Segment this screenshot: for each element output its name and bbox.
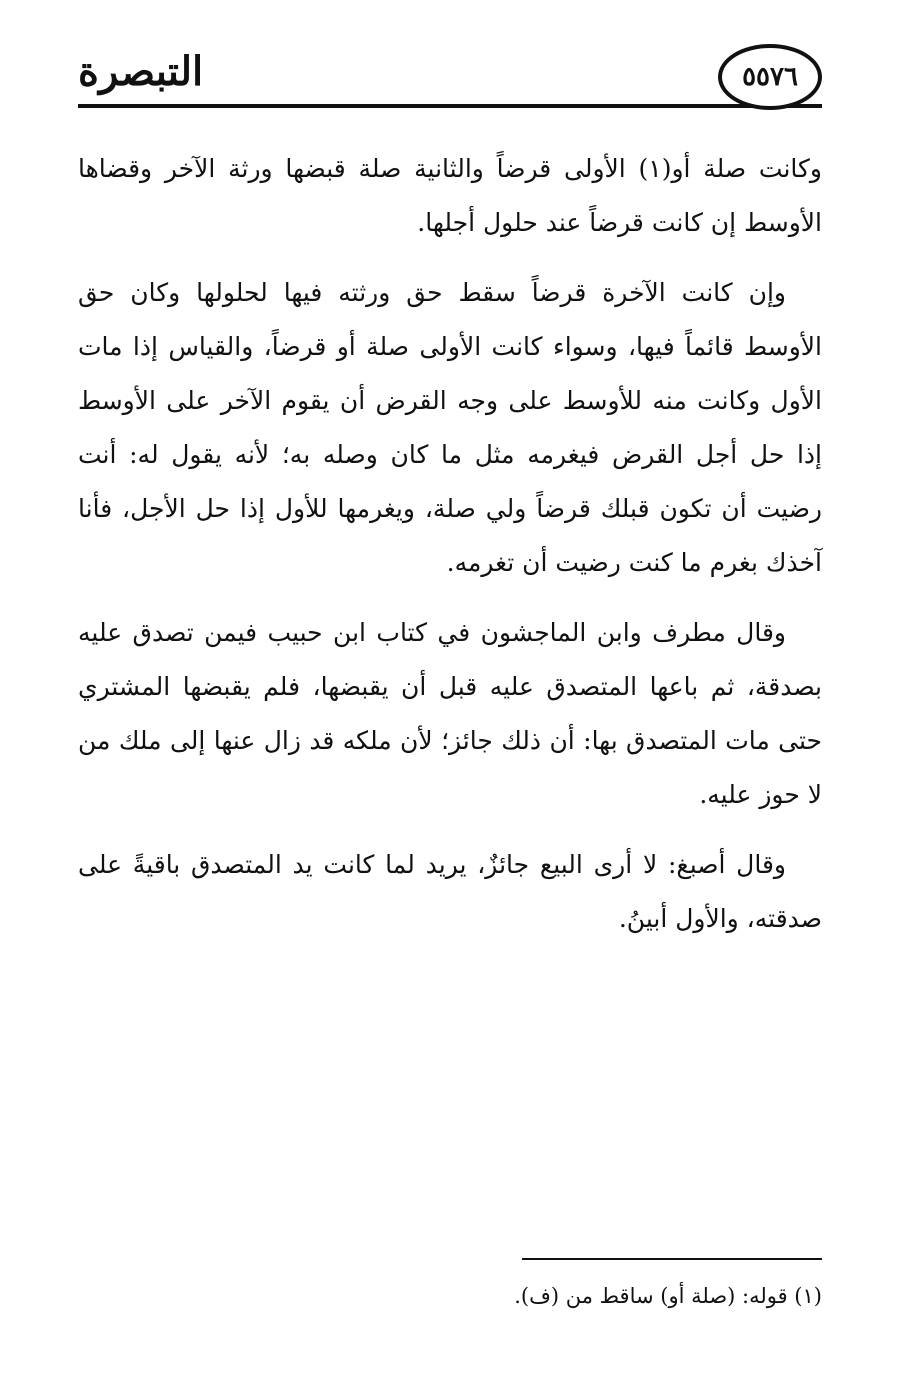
footnote-separator xyxy=(522,1258,822,1260)
paragraph-4: وقال أصبغ: لا أرى البيع جائزٌ، يريد لما كانت يد المتصدق باقيةً على صدقته، والأول أبينُ. xyxy=(78,850,822,933)
main-text xyxy=(78,142,822,962)
paragraph-2: وإن كانت الآخرة قرضاً سقط حق ورثته فيها لحلولها وكان حق الأوسط قائماً فيها، وسواء كانت الأولى صلة أو قرضاً، والقياس إذا مات الأول وكانت منه للأوسط على وجه القرض أن يقوم الآخر على الأوسط إذا حل أجل القرض فيغرمه مثل ما كان وصله به؛ لأنه يقول له: أنت رضيت أن تكون قبلك قرضاً ولي صلة، ويغرمها للأول إذا حل الأجل، فأنا آخذك بغرم ما كنت رضيت أن تغرمه. xyxy=(78,278,822,577)
page-header xyxy=(78,44,822,116)
paragraph-1: وكانت صلة أو(١) الأولى قرضاً والثانية صلة قبضها ورثة الآخر وقضاها الأوسط إن كانت قرضاً عند حلول أجلها. xyxy=(78,154,823,237)
page-number-badge xyxy=(718,44,822,110)
paragraph-3: وقال مطرف وابن الماجشون في كتاب ابن حبيب فيمن تصدق عليه بصدقة، ثم باعها المتصدق عليه قبل أن يقبضها، فلم يقبضها المشتري حتى مات المتصدق بها: أن ذلك جائز؛ لأن ملكه قد زال عنها إلى ملك من لا حوز عليه. xyxy=(78,618,822,809)
header-rule xyxy=(78,104,822,108)
footnote: (١) قوله: (صلة أو) ساقط من (ف). xyxy=(514,1284,822,1308)
page-number: ٥٥٧٦ xyxy=(742,62,798,92)
book-title: التبصرة xyxy=(78,48,204,95)
